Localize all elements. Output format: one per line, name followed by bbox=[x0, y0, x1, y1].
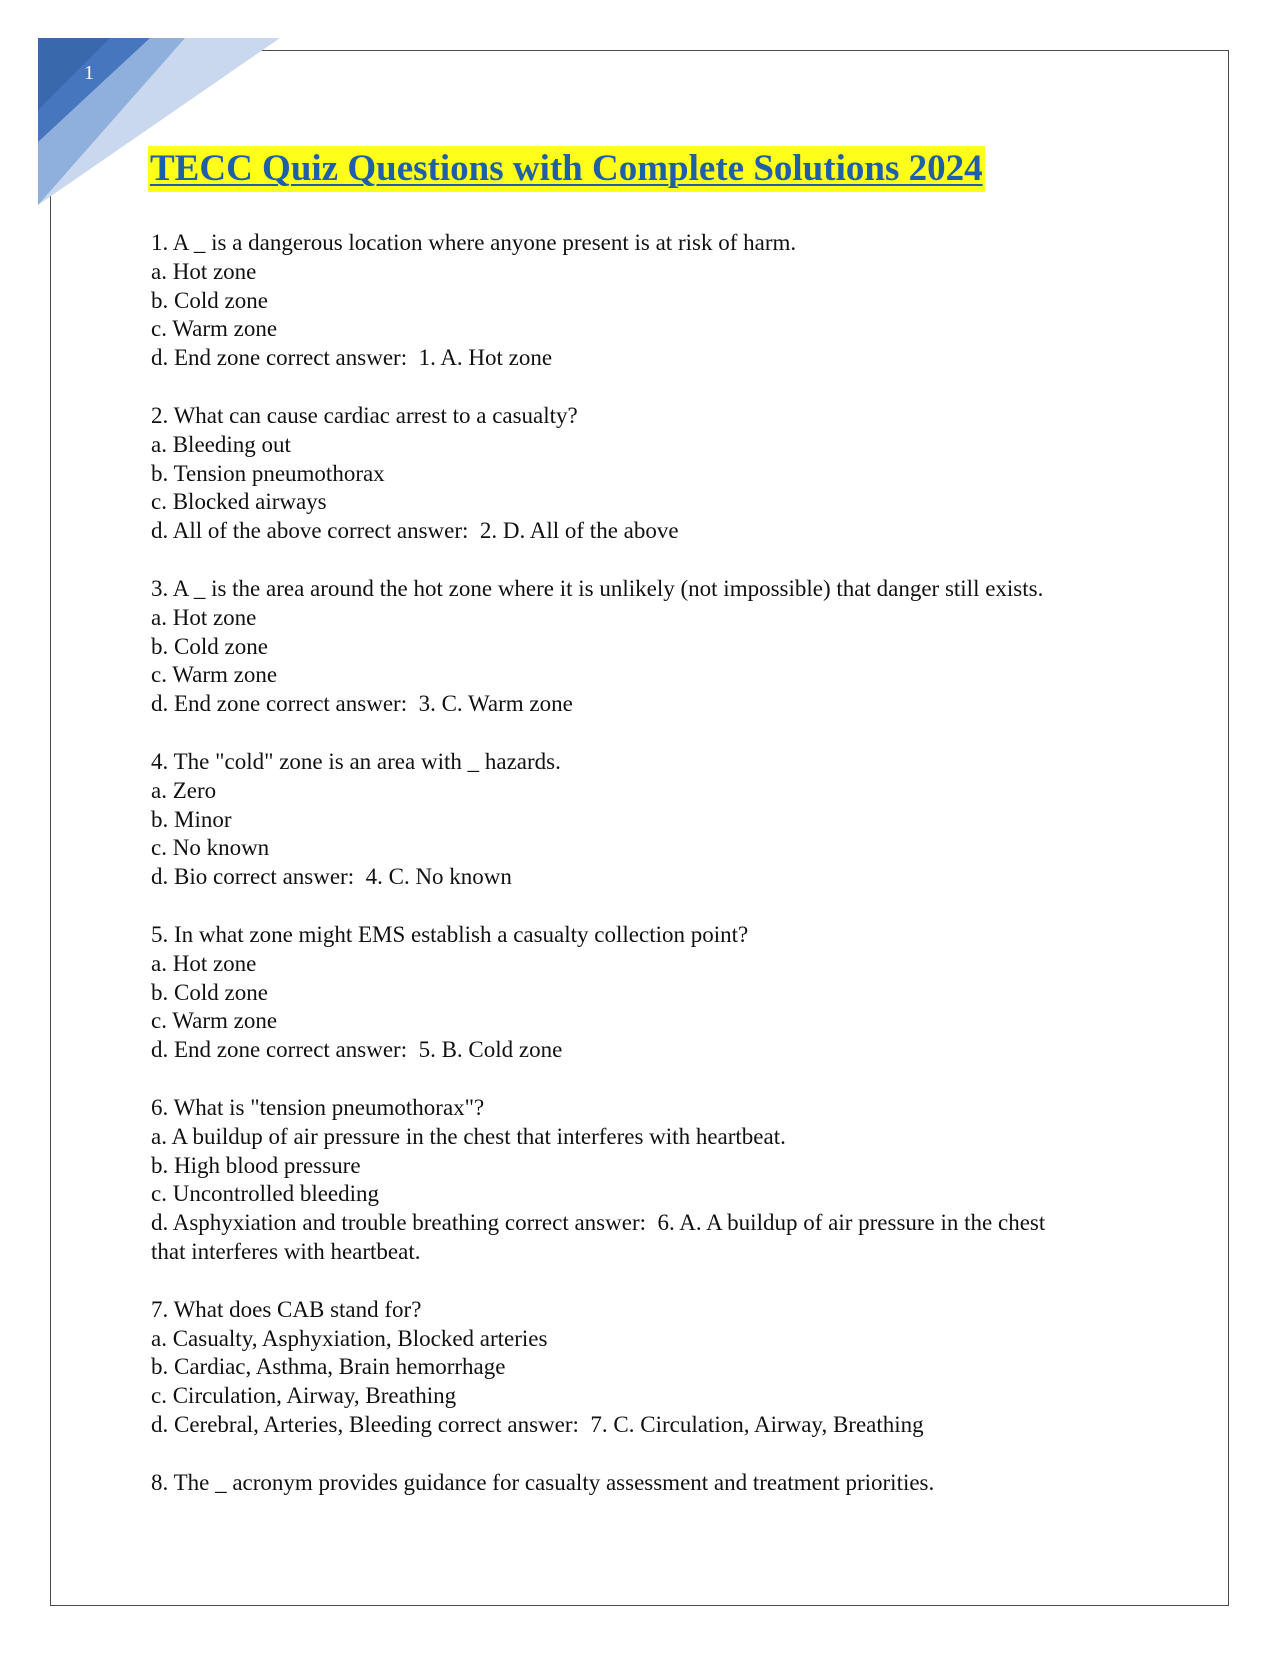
question-prompt: 8. The _ acronym provides guidance for casualty assessment and treatment priorities. bbox=[151, 1469, 935, 1495]
correct-answer: 4. C. No known bbox=[365, 864, 512, 890]
question-list bbox=[151, 229, 1191, 1526]
option-c: c. Warm zone bbox=[151, 662, 278, 688]
correct-answer-label: correct answer: bbox=[265, 691, 408, 717]
option-a: a. Casualty, Asphyxiation, Blocked arteries bbox=[151, 1325, 548, 1351]
option-a: a. A buildup of air pressure in the chest that interferes with heartbeat. bbox=[151, 1123, 786, 1149]
option-a: a. Bleeding out bbox=[151, 431, 291, 457]
option-d-with-answer bbox=[151, 1036, 1191, 1065]
option-a: a. Hot zone bbox=[151, 950, 257, 976]
correct-answer-label: correct answer: bbox=[265, 1037, 408, 1063]
option-d: d. Bio bbox=[151, 864, 208, 890]
question-1 bbox=[151, 229, 1191, 373]
correct-answer: 3. C. Warm zone bbox=[418, 691, 573, 717]
correct-answer-label: correct answer: bbox=[504, 1210, 647, 1236]
option-c: c. Uncontrolled bleeding bbox=[151, 1181, 380, 1207]
correct-answer-label: correct answer: bbox=[265, 345, 408, 371]
option-d-with-answer bbox=[151, 863, 1191, 892]
correct-answer-label: correct answer: bbox=[212, 864, 355, 890]
question-4 bbox=[151, 748, 1191, 892]
option-d: d. Cerebral, Arteries, Bleeding bbox=[151, 1411, 433, 1437]
question-prompt: 6. What is "tension pneumothorax"? bbox=[151, 1094, 485, 1120]
question-5 bbox=[151, 921, 1191, 1065]
question-6 bbox=[151, 1094, 1191, 1267]
question-8 bbox=[151, 1469, 1191, 1498]
correct-answer: 6. A. A buildup of air pressure in the chest that interferes with heartbeat. bbox=[151, 1210, 1046, 1264]
option-b: b. Minor bbox=[151, 806, 232, 832]
correct-answer: 2. D. All of the above bbox=[479, 518, 679, 544]
option-c: c. Warm zone bbox=[151, 316, 278, 342]
correct-answer: 7. C. Circulation, Airway, Breathing bbox=[590, 1411, 924, 1437]
option-b: b. Cold zone bbox=[151, 979, 268, 1005]
option-d-with-answer bbox=[151, 517, 1191, 546]
page-title: TECC Quiz Questions with Complete Solutions 2024 bbox=[148, 146, 985, 192]
question-7 bbox=[151, 1296, 1191, 1440]
option-d-with-answer bbox=[151, 1411, 1191, 1440]
page-number: 1 bbox=[84, 62, 94, 84]
option-d-with-answer bbox=[151, 690, 1191, 719]
correct-answer: 1. A. Hot zone bbox=[418, 345, 553, 371]
option-d: d. End zone bbox=[151, 345, 261, 371]
question-prompt: 7. What does CAB stand for? bbox=[151, 1296, 422, 1322]
question-prompt: 5. In what zone might EMS establish a casualty collection point? bbox=[151, 921, 749, 947]
option-c: c. No known bbox=[151, 835, 270, 861]
option-d: d. End zone bbox=[151, 1037, 261, 1063]
option-c: c. Blocked airways bbox=[151, 489, 327, 515]
option-b: b. Cold zone bbox=[151, 287, 268, 313]
option-b: b. Tension pneumothorax bbox=[151, 460, 385, 486]
option-a: a. Zero bbox=[151, 777, 217, 803]
question-prompt: 2. What can cause cardiac arrest to a casualty? bbox=[151, 402, 578, 428]
question-3 bbox=[151, 575, 1191, 719]
option-d: d. All of the above bbox=[151, 518, 322, 544]
option-b: b. High blood pressure bbox=[151, 1152, 361, 1178]
option-d-with-answer bbox=[151, 1209, 1071, 1267]
question-2 bbox=[151, 402, 1191, 546]
question-prompt: 1. A _ is a dangerous location where anyone present is at risk of harm. bbox=[151, 230, 797, 255]
option-b: b. Cardiac, Asthma, Brain hemorrhage bbox=[151, 1354, 506, 1380]
option-a: a. Hot zone bbox=[151, 258, 257, 284]
correct-answer-label: correct answer: bbox=[327, 518, 469, 544]
option-a: a. Hot zone bbox=[151, 604, 257, 630]
question-prompt: 3. A _ is the area around the hot zone where it is unlikely (not impossible) that danger still exists. bbox=[151, 575, 1044, 601]
option-b: b. Cold zone bbox=[151, 633, 268, 659]
option-d-with-answer bbox=[151, 344, 1191, 373]
question-prompt: 4. The "cold" zone is an area with _ hazards. bbox=[151, 748, 561, 774]
option-c: c. Warm zone bbox=[151, 1008, 278, 1034]
correct-answer: 5. B. Cold zone bbox=[418, 1037, 563, 1063]
correct-answer-label: correct answer: bbox=[437, 1411, 579, 1437]
option-d: d. End zone bbox=[151, 691, 261, 717]
option-d: d. Asphyxiation and trouble breathing bbox=[151, 1210, 500, 1236]
option-c: c. Circulation, Airway, Breathing bbox=[151, 1383, 457, 1409]
